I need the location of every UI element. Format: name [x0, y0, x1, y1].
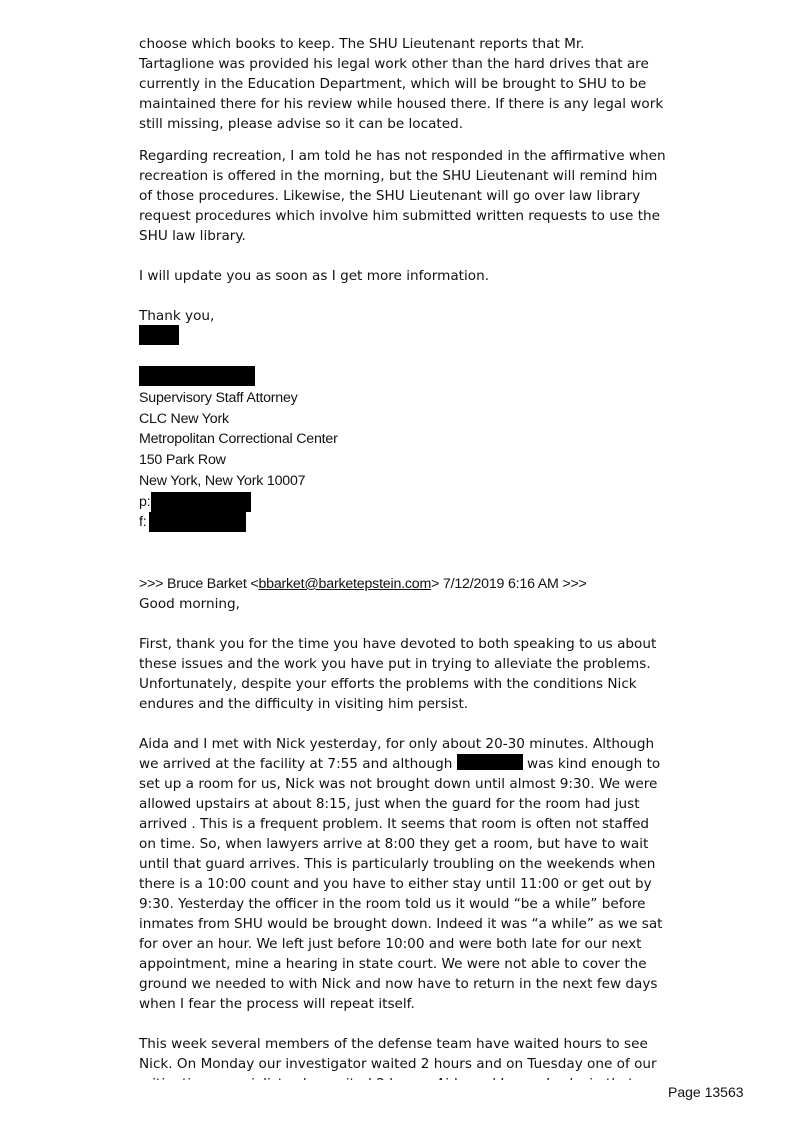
email-paragraph-thanks: First, thank you for the time you have devoted to both speaking to us about these issues and the work you have put in trying to alleviate the problems. Unfortunately, despite your efforts the problems with the conditions Nick endures and the difficulty in visiting him persist.: [139, 636, 657, 712]
redaction-box: [149, 512, 246, 532]
email-paragraph-visit-line2: we arrived at the facility at 7:55 and although was kind enough to: [139, 756, 661, 772]
redaction-box: [139, 366, 255, 386]
paragraph-thanks: Thank you,: [139, 308, 215, 324]
signature-fax-label: f:: [139, 514, 147, 530]
signature-street: 150 Park Row: [139, 452, 226, 468]
signature-facility: Metropolitan Correctional Center: [139, 431, 338, 447]
paragraph-recreation: Regarding recreation, I am told he has not responded in the affirmative when recreation is offered in the morning, but the SHU Lieutenant will remind him of those procedures. Likewise, the SHU Lieutenant will go over law library request procedures which involve him submitted written requests to use the SHU law library.: [139, 148, 666, 244]
redaction-box: [151, 492, 251, 512]
email-paragraph-waits: This week several members of the defense team have waited hours to see Nick. On Monday our investigator waited 2 hours and on Tuesday one of our: [139, 1036, 657, 1072]
signature-phone-label: p:: [139, 494, 151, 510]
quoted-header: >>> Bruce Barket <bbarket@barketepstein.com> 7/12/2019 6:16 AM >>>: [139, 576, 587, 592]
signature-city: New York, New York 10007: [139, 473, 306, 489]
email-paragraph-visit-line1: Aida and I met with Nick yesterday, for only about 20-30 minutes. Although: [139, 736, 655, 752]
sender-email-link[interactable]: bbarket@barketepstein.com: [258, 576, 432, 592]
signature-org: CLC New York: [139, 411, 229, 427]
paragraph-update: I will update you as soon as I get more information.: [139, 268, 490, 284]
page-number: Page 13563: [668, 1084, 744, 1100]
email-greeting: Good morning,: [139, 596, 240, 612]
email-paragraph-visit-rest: set up a room for us, Nick was not brought down until almost 9:30. We were allowed upstairs at about 8:15, just when the guard for the room had just arrived . This is a frequent problem. It seems that room is often not staffed on time. So, when lawyers arrive at 8:00 they get a room, but have to wait until that guard arrives. This is particularly troubling on the weekends when there is a 10:00 count and you have to either stay until 11:00 or get out by 9:30. Yesterday the officer in the room told us it would “be a while” before inmates from SHU would be brought down. Indeed it was “a while” as we sat for over an hour. We left just before 10:00 and were both late for our next appointment, mine a hearing in state court. We were not able to cover the ground we needed to with Nick and now have to return in the next few days when I fear the process will repeat itself.: [139, 776, 663, 1012]
redaction-box: [139, 325, 179, 345]
redaction-box: [457, 754, 523, 770]
paragraph-legal-work: choose which books to keep. The SHU Lieutenant reports that Mr. Tartaglione was provided his legal work other than the hard drives that are currently in the Education Department, which will be brought to SHU to be maintained there for his review while housed there. If there is any legal work still missing, please advise so it can be located.: [139, 36, 664, 132]
signature-title: Supervisory Staff Attorney: [139, 390, 298, 406]
